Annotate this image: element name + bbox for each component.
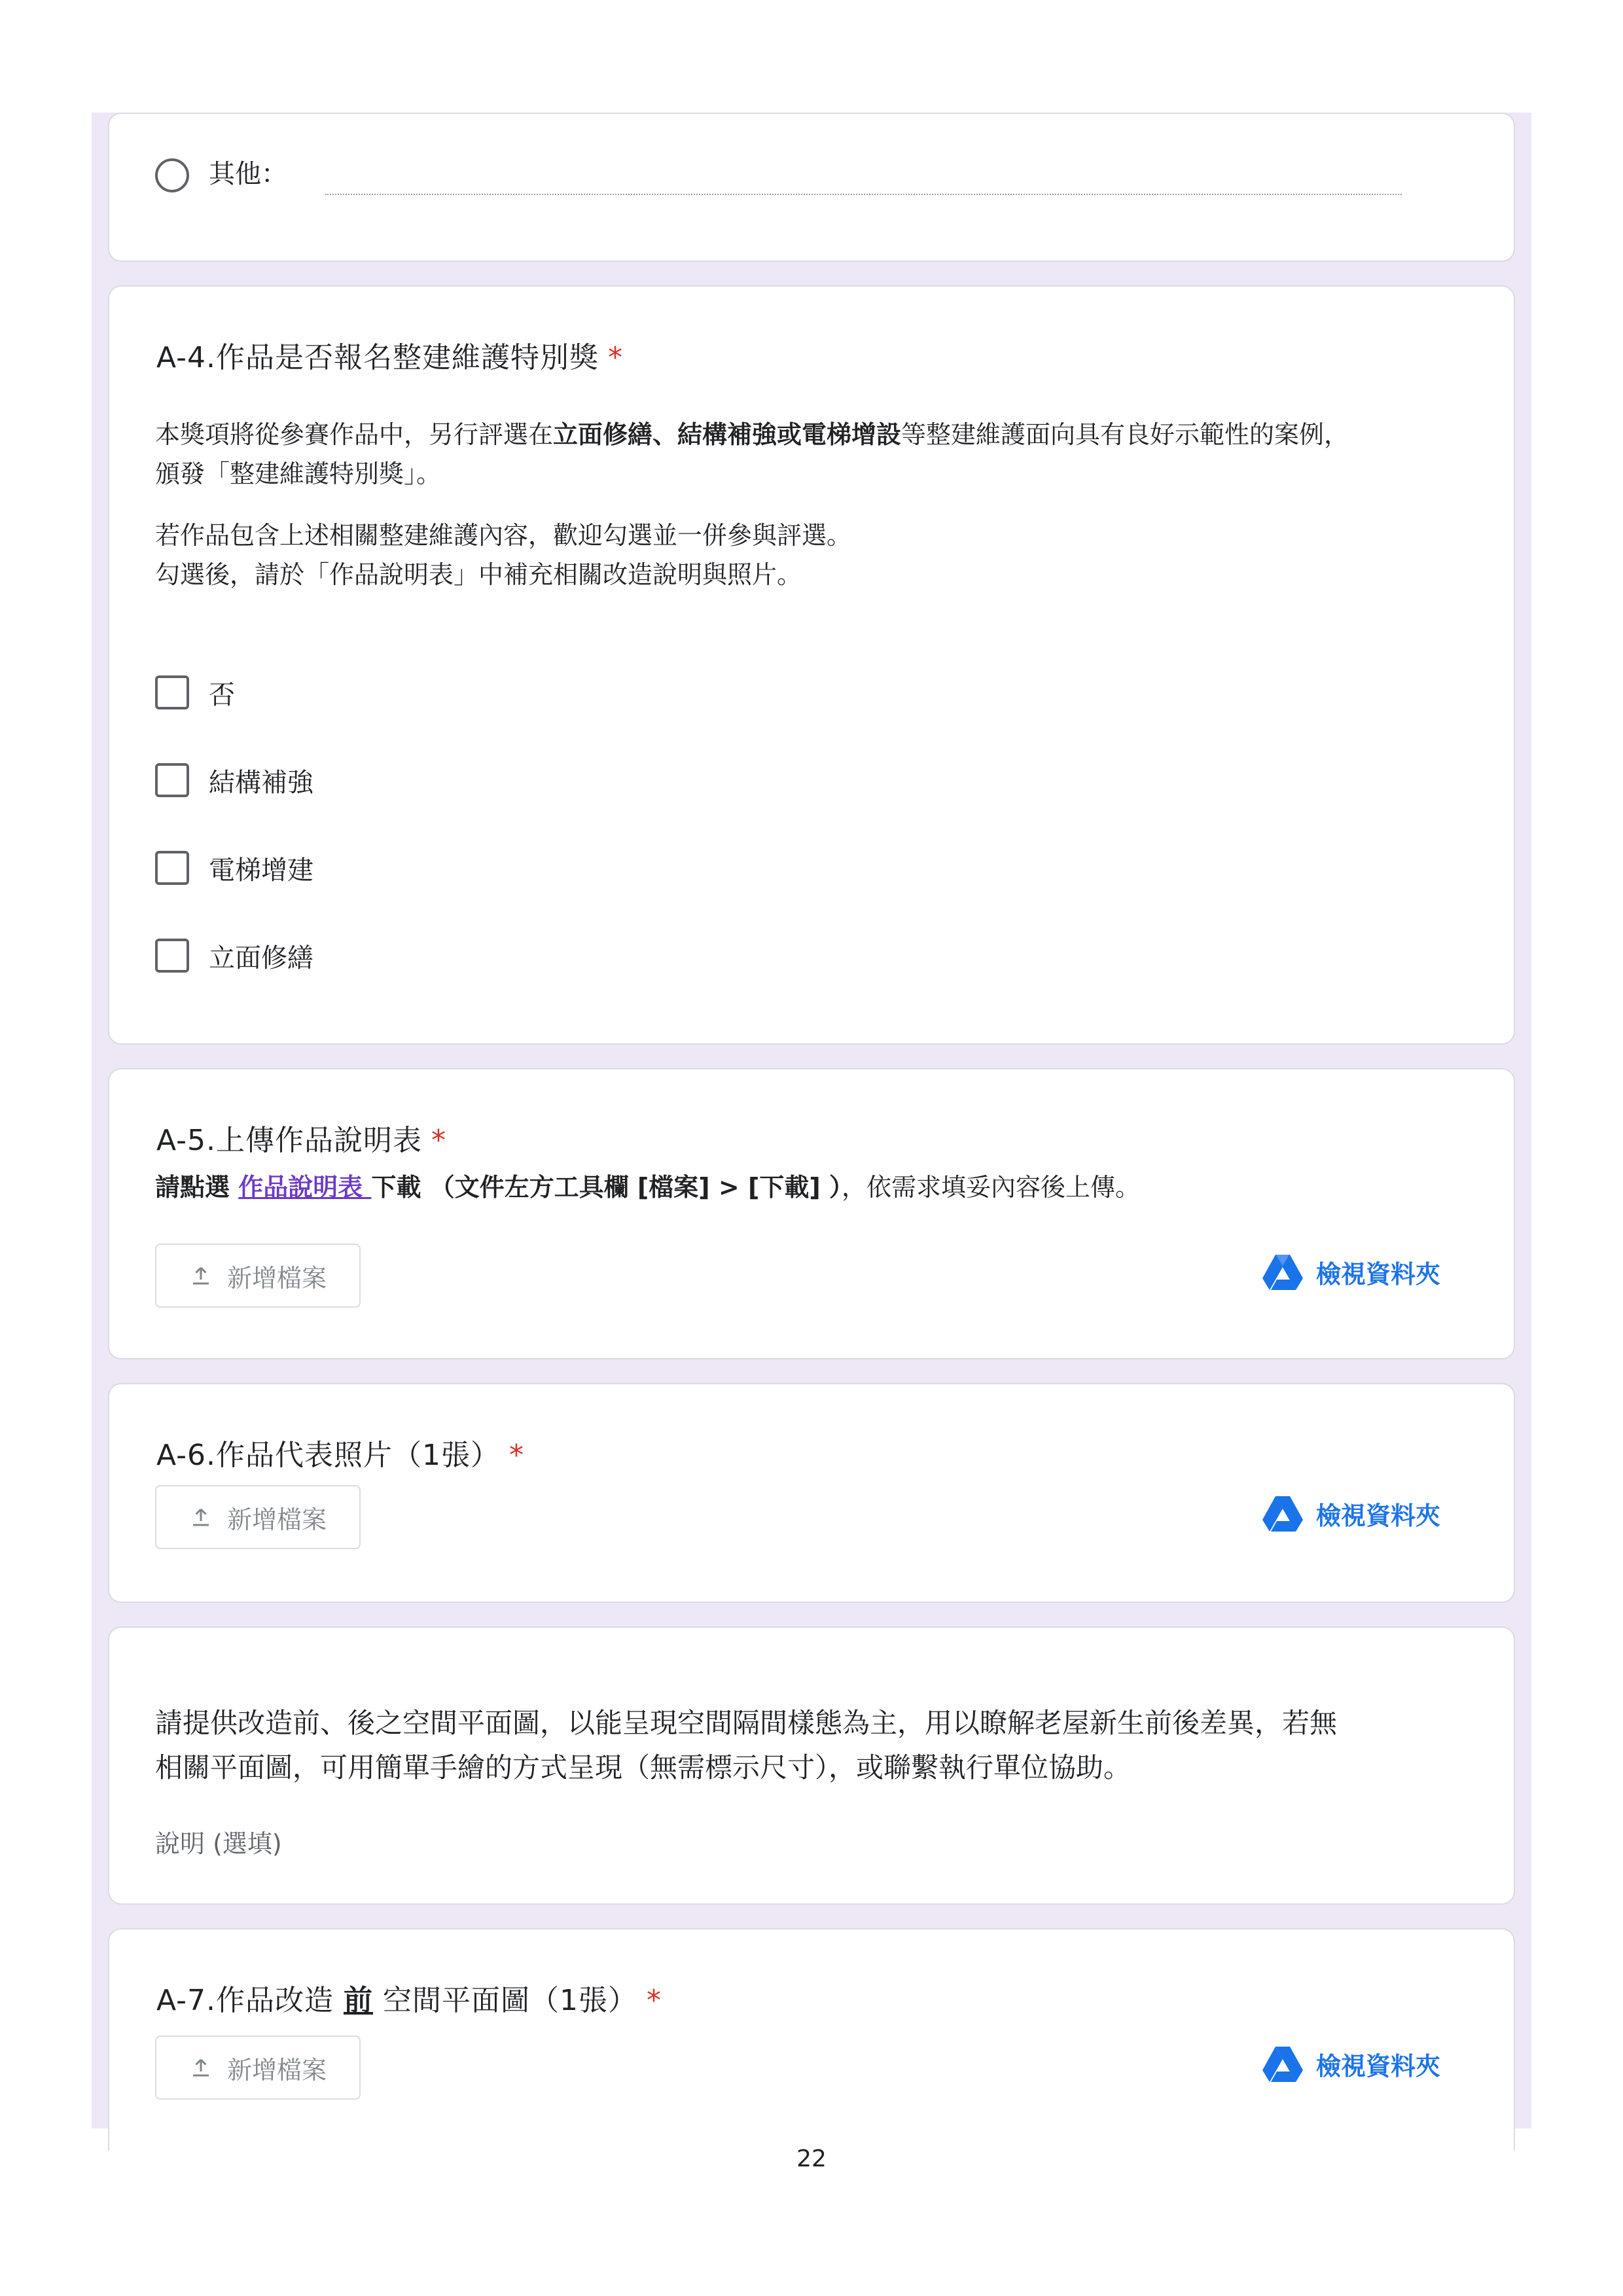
checkbox-unchecked-icon[interactable] xyxy=(155,939,189,973)
description-bold-text: 立面修繕、結構補強或電梯增設 xyxy=(553,420,902,449)
radio-unchecked-icon[interactable] xyxy=(155,158,189,192)
checkbox-unchecked-icon[interactable] xyxy=(155,851,189,885)
question-title-text: A-4.作品是否報名整建維護特別獎 xyxy=(156,341,599,374)
description-line-1 xyxy=(155,415,1349,454)
other-option-label: 其他： xyxy=(209,159,287,189)
view-folder-label: 檢視資料夾 xyxy=(1315,1260,1440,1289)
view-folder-button[interactable] xyxy=(1262,2046,1440,2082)
question-title-text: 空間平面圖（1張） xyxy=(372,1984,637,2017)
question-title xyxy=(156,1431,524,1473)
upload-icon xyxy=(189,1264,213,1287)
add-file-label: 新增檔案 xyxy=(226,2055,327,2085)
description-line-4: 勾選後，請於「作品說明表」中補充相關改造說明與照片。 xyxy=(155,560,802,589)
question-card-a5 xyxy=(108,1068,1515,1359)
page-number: 22 xyxy=(796,2145,827,2172)
view-folder-label: 檢視資料夾 xyxy=(1315,2052,1440,2081)
google-drive-icon xyxy=(1262,1255,1303,1290)
add-file-button[interactable] xyxy=(155,2036,361,2100)
question-card-a4 xyxy=(108,285,1515,1045)
description-text: 本獎項將從參賽作品中，另行評選在 xyxy=(155,420,554,449)
question-title-emphasis: 前 xyxy=(343,1984,373,2017)
description-text: 等整建維護面向具有良好示範性的案例， xyxy=(901,420,1349,449)
view-folder-button[interactable] xyxy=(1262,1496,1440,1532)
upload-icon xyxy=(189,1505,213,1529)
view-folder-label: 檢視資料夾 xyxy=(1315,1501,1440,1530)
question-title-text: A-7.作品改造 xyxy=(156,1984,344,2017)
view-folder-button[interactable] xyxy=(1262,1254,1440,1290)
question-card-a7 xyxy=(108,1928,1515,2151)
add-file-label: 新增檔案 xyxy=(226,1263,327,1293)
instruction-text: ，依需求填妥內容後上傳。 xyxy=(841,1173,1140,1202)
add-file-label: 新增檔案 xyxy=(226,1505,327,1534)
section-description-card xyxy=(108,1626,1515,1905)
description-optional-label[interactable]: 說明 (選填) xyxy=(155,1829,282,1858)
required-mark: * xyxy=(431,1124,446,1157)
question-instructions xyxy=(155,1168,1140,1207)
add-file-button[interactable] xyxy=(155,1485,361,1549)
question-title xyxy=(156,1977,662,2018)
question-title-text: A-6.作品代表照片（1張） xyxy=(156,1439,500,1472)
section-description-line-1: 請提供改造前、後之空間平面圖，以能呈現空間隔間樣態為主，用以瞭解老屋新生前後差異，若無 xyxy=(155,1707,1338,1739)
section-description-line-2: 相關平面圖，可用簡單手繪的方式呈現（無需標示尺寸），或聯繫執行單位協助。 xyxy=(155,1751,1132,1784)
question-title-text: A-5.上傳作品說明表 xyxy=(156,1124,422,1157)
other-text-input[interactable] xyxy=(325,194,1402,195)
question-description xyxy=(155,415,1349,594)
checkbox-unchecked-icon[interactable] xyxy=(155,675,189,709)
template-download-link[interactable]: 作品說明表 xyxy=(238,1173,372,1202)
required-mark: * xyxy=(608,341,623,374)
checkbox-option-elevator[interactable]: 電梯增建 xyxy=(209,855,313,886)
required-mark: * xyxy=(508,1439,524,1472)
question-title xyxy=(156,334,623,376)
google-drive-icon xyxy=(1262,1496,1303,1532)
required-mark: * xyxy=(646,1984,662,2017)
checkbox-option-no[interactable]: 否 xyxy=(209,680,235,710)
checkbox-unchecked-icon[interactable] xyxy=(155,763,189,797)
section-description xyxy=(155,1701,1337,1790)
instruction-text: 請點選 xyxy=(155,1173,239,1202)
checkbox-option-structural[interactable]: 結構補強 xyxy=(209,768,313,798)
add-file-button[interactable] xyxy=(155,1244,361,1308)
google-drive-icon xyxy=(1262,2047,1303,2082)
description-line-3: 若作品包含上述相關整建維護內容，歡迎勾選並一併參與評選。 xyxy=(155,521,852,550)
upload-icon xyxy=(189,2056,213,2079)
description-line-2: 頒發「整建維護特別獎」。 xyxy=(155,459,442,488)
question-card-a6 xyxy=(108,1383,1515,1603)
instruction-bold-text: 下載 （文件左方工具欄 [檔案] > [下載] ） xyxy=(371,1173,842,1202)
checkbox-option-facade[interactable]: 立面修繕 xyxy=(209,943,313,973)
question-title xyxy=(156,1117,446,1158)
question-card-other xyxy=(108,113,1515,262)
